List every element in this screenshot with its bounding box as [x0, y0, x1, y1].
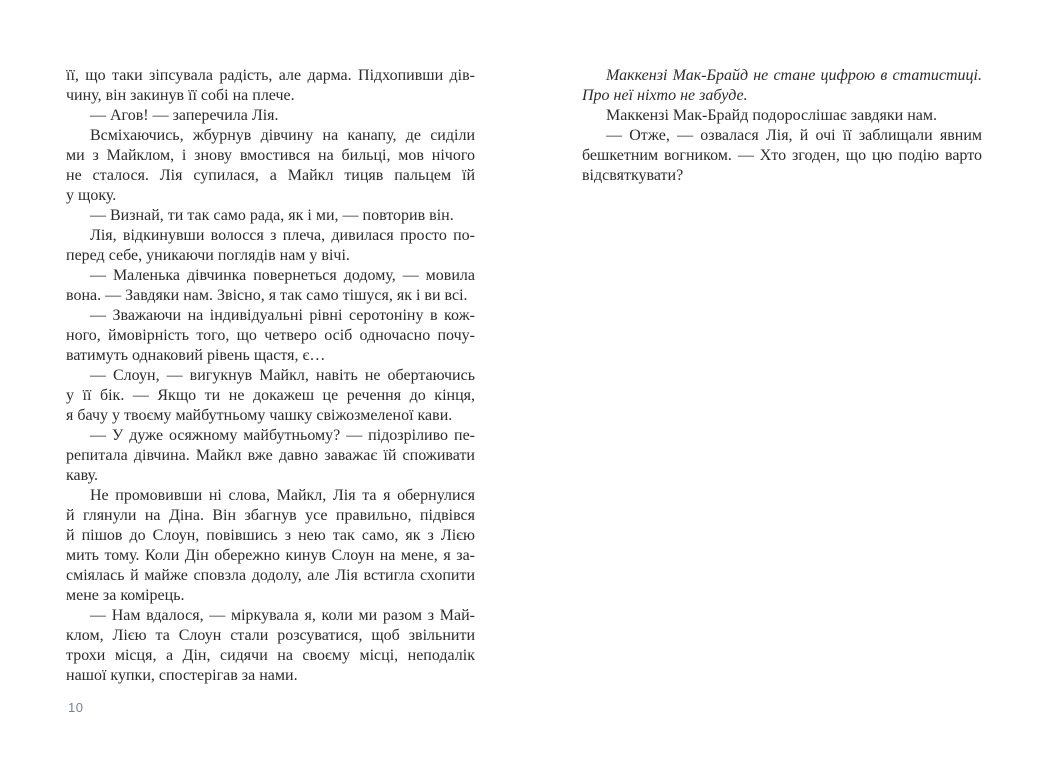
text-line: її, що таки зіпсувала радість, але дарма. Підхопивши дів- — [66, 67, 475, 84]
text-line: Не промовивши ні слова, Майкл, Лія та я обернулися — [90, 487, 475, 504]
text-line: сміялась й майже сповзла додолу, але Лія встигла схопити — [66, 567, 475, 584]
text-line: репитала дівчина. Майкл вже давно заважає їй споживати — [66, 447, 475, 464]
text-line: клом, Лією та Слоун стали розсуватися, щоб звільнити — [66, 627, 475, 644]
text-line: й пішов до Слоун, повівшись з нею так само, як з Лією — [66, 527, 475, 544]
text-line: відсвяткувати? — [582, 167, 684, 184]
text-line: — Слоун, — вигукнув Майкл, навіть не обертаючись — [90, 367, 475, 384]
text-line: — Нам вдалося, — міркувала я, коли ми разом з Май- — [90, 607, 475, 624]
text-line: Про неї ніхто не забуде. — [582, 87, 748, 104]
text-line: перед себе, уникаючи поглядів нам у вічі. — [66, 247, 350, 264]
right-page-text-block — [582, 66, 982, 186]
text-line: не сталося. Лія супилася, а Майкл тицяв пальцем їй — [66, 167, 475, 184]
text-line: бешкетним вогником. — Хто згоден, що цю подію варто — [582, 147, 982, 164]
text-line: нашої купки, спостерігав за нами. — [66, 667, 298, 684]
text-line: чину, він закинув її собі на плече. — [66, 87, 295, 104]
text-line: вона. — Завдяки нам. Звісно, я так само тішуся, як і ви всі. — [66, 287, 468, 304]
text-line: — Зважаючи на індивідуальні рівні серотоніну в кож- — [90, 307, 475, 324]
text-line: Маккензі Мак-Брайд не стане цифрою в статистиці. — [606, 67, 982, 84]
text-line: — Маленька дівчинка повернеться додому, — мовила — [90, 267, 475, 284]
text-line: — Визнай, ти так само рада, як і ми, — повторив він. — [90, 207, 454, 224]
text-line: Лія, відкинувши волосся з плеча, дивилася просто по- — [90, 227, 475, 244]
text-line: Всміхаючись, жбурнув дівчину на канапу, де сиділи — [90, 127, 475, 144]
text-line: ватимуть однаковий рівень щастя, є… — [66, 347, 326, 364]
text-line: у щоку. — [66, 187, 117, 204]
text-line: трохи місця, а Дін, сидячи на своєму місці, неподалік — [66, 647, 475, 664]
text-line: — Отже, — озвалася Лія, й очі її заблищали явним — [606, 127, 982, 144]
text-line: я бачу у твоєму майбутньому чашку свіжозмеленої кави. — [66, 407, 453, 424]
text-line: мене за комірець. — [66, 587, 185, 604]
text-line: ного, ймовірність того, що четверо осіб одночасно почу- — [66, 327, 475, 344]
text-line: ми з Майклом, і знову вмостився на бильці, мов нічого — [66, 147, 475, 164]
text-line: у її бік. — Якщо ти не докажеш це речення до кінця, — [66, 387, 475, 404]
text-line: каву. — [66, 467, 99, 484]
text-line: — Агов! — заперечила Лія. — [90, 107, 279, 124]
text-line: — У дуже осяжному майбутньому? — підозріливо пе- — [90, 427, 475, 444]
left-page-text-block — [66, 66, 475, 686]
text-line: Маккензі Мак-Брайд подорослішає завдяки нам. — [606, 107, 937, 124]
page-number: 10 — [68, 700, 84, 715]
text-line: мить тому. Коли Дін обережно кинув Слоун на мене, я за- — [66, 547, 475, 564]
text-line: й глянули на Діна. Він збагнув усе правильно, підвівся — [66, 507, 475, 524]
